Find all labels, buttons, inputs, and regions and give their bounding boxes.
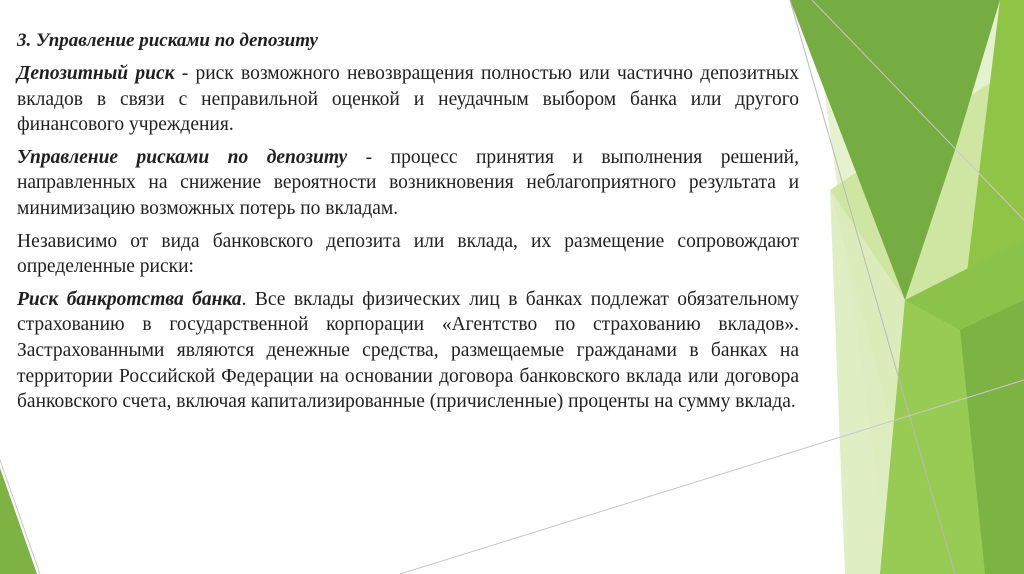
slide-content bbox=[17, 28, 799, 422]
paragraph-risks-intro bbox=[17, 229, 799, 280]
term-risk-management: Управление рисками по депозиту bbox=[17, 146, 348, 168]
paragraph-bank-bankruptcy bbox=[17, 287, 799, 415]
paragraph-deposit-risk bbox=[17, 61, 799, 138]
slide-heading: 3. Управление рисками по депозиту bbox=[17, 30, 318, 51]
text-risks-intro: Независимо от вида банковского депозита или вклада, их размещение сопровождают определенные риски: bbox=[17, 230, 799, 278]
definition-bank-bankruptcy: . Все вклады физических лиц в банках подлежат обязательному страхованию в государственной корпорации «Агентство по страхованию вкладов». Застрахованными являются денежные средства, размещаемые гражданами в банках на территории Российской Федерации на основании договора банковского вклада или договора банковского счета, включая капитализированные (причисленные) проценты на сумму вклада. bbox=[17, 288, 800, 413]
definition-risk-management: - процесс принятия и выполнения решений, направленных на снижение вероятности возникновения неблагоприятного результата и минимизацию возможных потерь по вкладам. bbox=[17, 146, 799, 219]
term-deposit-risk: Депозитный риск bbox=[17, 63, 175, 84]
definition-deposit-risk: - риск возможного невозвращения полностью или частично депозитных вкладов в связи с неправильной оценкой и неудачным выбором банка или другого финансового учреждения. bbox=[17, 63, 799, 136]
bottom-left-green-triangle bbox=[0, 468, 37, 574]
term-bank-bankruptcy: Риск банкротства банка bbox=[17, 288, 242, 310]
paragraph-risk-management bbox=[17, 145, 799, 222]
